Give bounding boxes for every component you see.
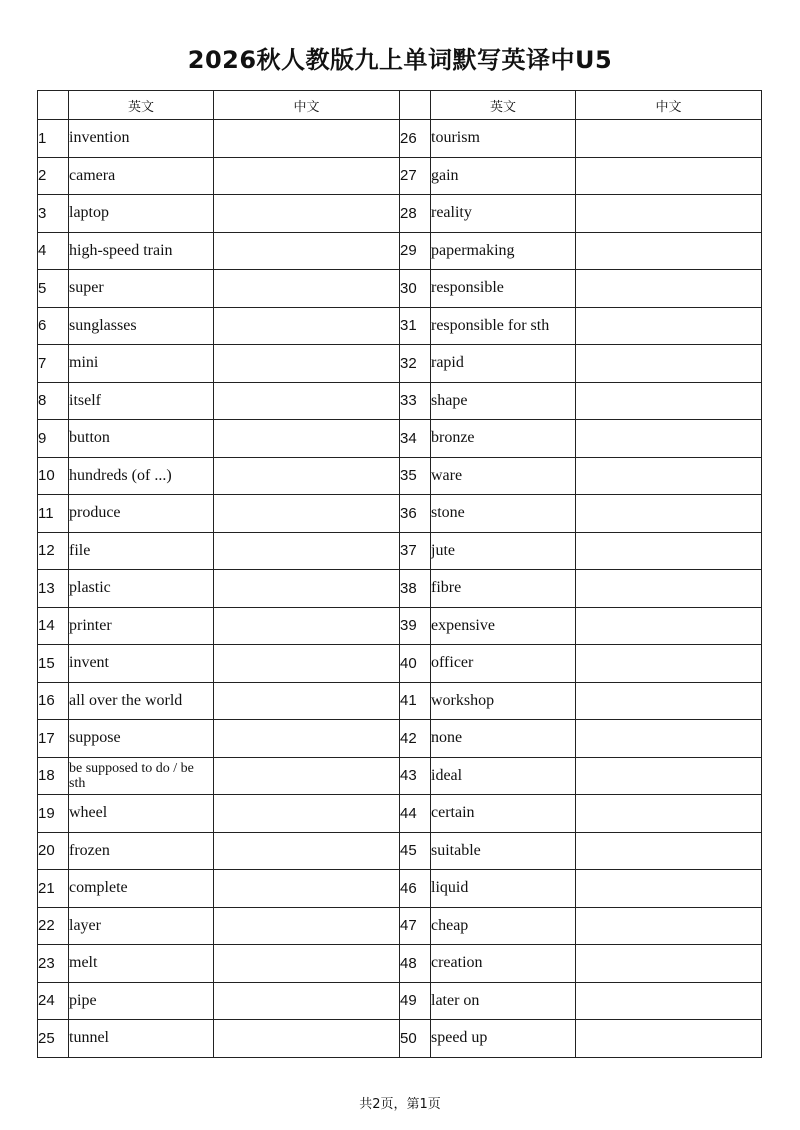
- english-word: rapid: [431, 345, 576, 383]
- chinese-answer-cell[interactable]: [576, 645, 762, 683]
- item-number: 8: [38, 382, 69, 420]
- header-chinese-left: 中文: [214, 91, 400, 120]
- vocabulary-table: [37, 90, 762, 1058]
- item-number: 9: [38, 420, 69, 458]
- english-word: creation: [431, 945, 576, 983]
- chinese-answer-cell[interactable]: [214, 195, 400, 233]
- english-word: invent: [69, 645, 214, 683]
- item-number: 41: [400, 682, 431, 720]
- table-row: [38, 832, 762, 870]
- english-word: tourism: [431, 120, 576, 158]
- chinese-answer-cell[interactable]: [576, 907, 762, 945]
- english-word: high-speed train: [69, 232, 214, 270]
- chinese-answer-cell[interactable]: [214, 157, 400, 195]
- chinese-answer-cell[interactable]: [214, 682, 400, 720]
- chinese-answer-cell[interactable]: [576, 457, 762, 495]
- table-row: [38, 607, 762, 645]
- english-word: printer: [69, 607, 214, 645]
- chinese-answer-cell[interactable]: [214, 420, 400, 458]
- item-number: 15: [38, 645, 69, 683]
- item-number: 49: [400, 982, 431, 1020]
- english-word: ideal: [431, 757, 576, 795]
- item-number: 32: [400, 345, 431, 383]
- chinese-answer-cell[interactable]: [576, 382, 762, 420]
- item-number: 25: [38, 1020, 69, 1058]
- english-word: jute: [431, 532, 576, 570]
- item-number: 38: [400, 570, 431, 608]
- chinese-answer-cell[interactable]: [214, 345, 400, 383]
- item-number: 29: [400, 232, 431, 270]
- chinese-answer-cell[interactable]: [576, 232, 762, 270]
- page-title: 2026秋人教版九上单词默写英译中U5: [187, 46, 613, 74]
- english-word: suppose: [69, 720, 214, 758]
- english-word: laptop: [69, 195, 214, 233]
- table-row: [38, 982, 762, 1020]
- item-number: 43: [400, 757, 431, 795]
- item-number: 24: [38, 982, 69, 1020]
- chinese-answer-cell[interactable]: [576, 345, 762, 383]
- english-word: none: [431, 720, 576, 758]
- item-number: 20: [38, 832, 69, 870]
- table-row: [38, 120, 762, 158]
- item-number: 37: [400, 532, 431, 570]
- chinese-answer-cell[interactable]: [214, 795, 400, 833]
- english-word: responsible: [431, 270, 576, 308]
- chinese-answer-cell[interactable]: [214, 120, 400, 158]
- english-word: cheap: [431, 907, 576, 945]
- english-word: complete: [69, 870, 214, 908]
- english-word: pipe: [69, 982, 214, 1020]
- english-word: ware: [431, 457, 576, 495]
- english-word: gain: [431, 157, 576, 195]
- chinese-answer-cell[interactable]: [576, 757, 762, 795]
- table-row: [38, 345, 762, 383]
- table-row: [38, 795, 762, 833]
- item-number: 28: [400, 195, 431, 233]
- table-header-row: [38, 91, 762, 120]
- table-row: [38, 757, 762, 795]
- item-number: 39: [400, 607, 431, 645]
- chinese-answer-cell[interactable]: [576, 982, 762, 1020]
- table-row: [38, 457, 762, 495]
- english-word: bronze: [431, 420, 576, 458]
- item-number: 4: [38, 232, 69, 270]
- table-row: [38, 232, 762, 270]
- chinese-answer-cell[interactable]: [214, 232, 400, 270]
- english-word: shape: [431, 382, 576, 420]
- chinese-answer-cell[interactable]: [576, 270, 762, 308]
- chinese-answer-cell[interactable]: [214, 757, 400, 795]
- chinese-answer-cell[interactable]: [576, 1020, 762, 1058]
- item-number: 26: [400, 120, 431, 158]
- english-word: mini: [69, 345, 214, 383]
- english-word: camera: [69, 157, 214, 195]
- chinese-answer-cell[interactable]: [576, 945, 762, 983]
- item-number: 6: [38, 307, 69, 345]
- item-number: 30: [400, 270, 431, 308]
- chinese-answer-cell[interactable]: [576, 420, 762, 458]
- english-word: frozen: [69, 832, 214, 870]
- item-number: 3: [38, 195, 69, 233]
- item-number: 19: [38, 795, 69, 833]
- chinese-answer-cell[interactable]: [214, 270, 400, 308]
- english-word: workshop: [431, 682, 576, 720]
- item-number: 1: [38, 120, 69, 158]
- english-word: invention: [69, 120, 214, 158]
- table-row: [38, 570, 762, 608]
- english-word: speed up: [431, 1020, 576, 1058]
- header-number-right: [400, 91, 431, 120]
- english-word: produce: [69, 495, 214, 533]
- english-word: layer: [69, 907, 214, 945]
- item-number: 31: [400, 307, 431, 345]
- english-word: wheel: [69, 795, 214, 833]
- chinese-answer-cell[interactable]: [576, 157, 762, 195]
- english-word: plastic: [69, 570, 214, 608]
- chinese-answer-cell[interactable]: [214, 570, 400, 608]
- english-word: certain: [431, 795, 576, 833]
- item-number: 23: [38, 945, 69, 983]
- table-row: [38, 270, 762, 308]
- chinese-answer-cell[interactable]: [214, 720, 400, 758]
- item-number: 17: [38, 720, 69, 758]
- table-row: [38, 682, 762, 720]
- english-word: all over the world: [69, 682, 214, 720]
- english-word: sunglasses: [69, 307, 214, 345]
- english-word: expensive: [431, 607, 576, 645]
- chinese-answer-cell[interactable]: [214, 607, 400, 645]
- chinese-answer-cell[interactable]: [214, 832, 400, 870]
- table-row: [38, 1020, 762, 1058]
- english-word: be supposed to do / be sth: [69, 757, 214, 795]
- chinese-answer-cell[interactable]: [214, 945, 400, 983]
- chinese-answer-cell[interactable]: [214, 982, 400, 1020]
- table-row: [38, 945, 762, 983]
- item-number: 46: [400, 870, 431, 908]
- item-number: 5: [38, 270, 69, 308]
- item-number: 13: [38, 570, 69, 608]
- item-number: 14: [38, 607, 69, 645]
- chinese-answer-cell[interactable]: [214, 870, 400, 908]
- item-number: 12: [38, 532, 69, 570]
- english-word: hundreds (of ...): [69, 457, 214, 495]
- item-number: 45: [400, 832, 431, 870]
- table-row: [38, 307, 762, 345]
- item-number: 16: [38, 682, 69, 720]
- table-row: [38, 495, 762, 533]
- item-number: 36: [400, 495, 431, 533]
- chinese-answer-cell[interactable]: [214, 532, 400, 570]
- table-row: [38, 420, 762, 458]
- item-number: 18: [38, 757, 69, 795]
- item-number: 21: [38, 870, 69, 908]
- english-word: later on: [431, 982, 576, 1020]
- table-row: [38, 382, 762, 420]
- chinese-answer-cell[interactable]: [214, 457, 400, 495]
- table-row: [38, 195, 762, 233]
- header-chinese-right: 中文: [576, 91, 762, 120]
- english-word: liquid: [431, 870, 576, 908]
- item-number: 35: [400, 457, 431, 495]
- english-word: papermaking: [431, 232, 576, 270]
- chinese-answer-cell[interactable]: [576, 195, 762, 233]
- english-word: itself: [69, 382, 214, 420]
- chinese-answer-cell[interactable]: [576, 720, 762, 758]
- english-word: responsible for sth: [431, 307, 576, 345]
- chinese-answer-cell[interactable]: [576, 607, 762, 645]
- item-number: 40: [400, 645, 431, 683]
- chinese-answer-cell[interactable]: [214, 382, 400, 420]
- chinese-answer-cell[interactable]: [576, 120, 762, 158]
- english-word: stone: [431, 495, 576, 533]
- header-number-left: [38, 91, 69, 120]
- table-row: [38, 157, 762, 195]
- english-word: reality: [431, 195, 576, 233]
- item-number: 34: [400, 420, 431, 458]
- chinese-answer-cell[interactable]: [576, 870, 762, 908]
- item-number: 33: [400, 382, 431, 420]
- table-row: [38, 532, 762, 570]
- item-number: 47: [400, 907, 431, 945]
- page-footer: 共2页，第1页: [359, 1097, 441, 1112]
- chinese-answer-cell[interactable]: [576, 532, 762, 570]
- chinese-answer-cell[interactable]: [576, 570, 762, 608]
- table-row: [38, 645, 762, 683]
- item-number: 50: [400, 1020, 431, 1058]
- item-number: 44: [400, 795, 431, 833]
- english-word: super: [69, 270, 214, 308]
- item-number: 2: [38, 157, 69, 195]
- item-number: 7: [38, 345, 69, 383]
- item-number: 42: [400, 720, 431, 758]
- table-row: [38, 870, 762, 908]
- english-word: file: [69, 532, 214, 570]
- item-number: 27: [400, 157, 431, 195]
- english-word: button: [69, 420, 214, 458]
- english-word: melt: [69, 945, 214, 983]
- table-row: [38, 907, 762, 945]
- english-word: tunnel: [69, 1020, 214, 1058]
- header-english-right: 英文: [431, 91, 576, 120]
- english-word: suitable: [431, 832, 576, 870]
- chinese-answer-cell[interactable]: [576, 795, 762, 833]
- english-word: fibre: [431, 570, 576, 608]
- item-number: 11: [38, 495, 69, 533]
- chinese-answer-cell[interactable]: [214, 907, 400, 945]
- item-number: 48: [400, 945, 431, 983]
- chinese-answer-cell[interactable]: [214, 307, 400, 345]
- item-number: 22: [38, 907, 69, 945]
- chinese-answer-cell[interactable]: [576, 307, 762, 345]
- table-row: [38, 720, 762, 758]
- chinese-answer-cell[interactable]: [576, 832, 762, 870]
- chinese-answer-cell[interactable]: [576, 682, 762, 720]
- chinese-answer-cell[interactable]: [214, 645, 400, 683]
- item-number: 10: [38, 457, 69, 495]
- chinese-answer-cell[interactable]: [576, 495, 762, 533]
- chinese-answer-cell[interactable]: [214, 495, 400, 533]
- english-word: officer: [431, 645, 576, 683]
- chinese-answer-cell[interactable]: [214, 1020, 400, 1058]
- header-english-left: 英文: [69, 91, 214, 120]
